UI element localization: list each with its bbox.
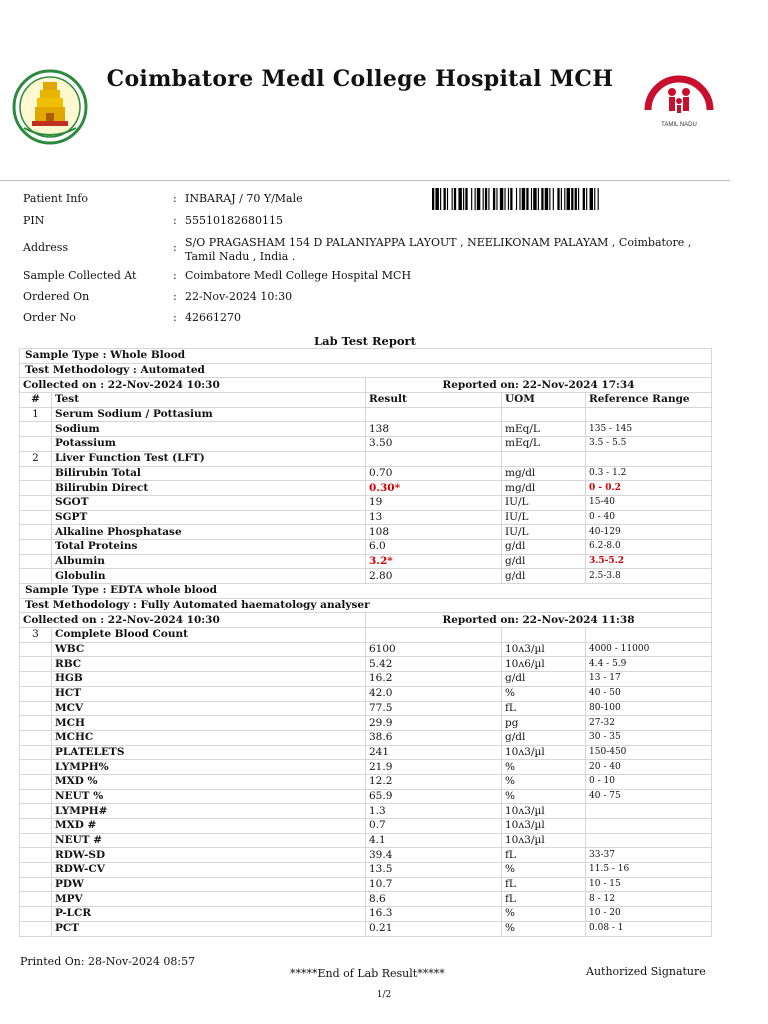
reported-on: Reported on: 22-Nov-2024 17:34	[366, 378, 712, 393]
test-name: Bilirubin Total	[52, 466, 366, 481]
row-number	[20, 686, 52, 701]
test-uom: IU/L	[502, 495, 586, 510]
test-uom: 10ʌ3/µl	[502, 642, 586, 657]
reference-range: 2.5-3.8	[586, 569, 712, 584]
test-result	[366, 407, 502, 422]
header-divider	[0, 180, 730, 181]
test-uom: %	[502, 789, 586, 804]
test-row	[20, 510, 712, 525]
test-uom: IU/L	[502, 525, 586, 540]
reference-range: 40-129	[586, 525, 712, 540]
reference-range: 40 - 75	[586, 789, 712, 804]
test-row	[20, 554, 712, 569]
reference-range: 135 - 145	[586, 422, 712, 437]
test-name: P-LCR	[52, 907, 366, 922]
test-uom: g/dl	[502, 730, 586, 745]
row-number	[20, 804, 52, 819]
test-row	[20, 422, 712, 437]
test-result: 38.6	[366, 730, 502, 745]
test-row	[20, 701, 712, 716]
row-number	[20, 745, 52, 760]
row-number	[20, 672, 52, 687]
test-uom: 10ʌ3/µl	[502, 745, 586, 760]
test-group-row	[20, 628, 712, 643]
test-result: 6100	[366, 642, 502, 657]
national-health-mission-logo	[640, 70, 718, 136]
row-number	[20, 716, 52, 731]
test-uom: fL	[502, 848, 586, 863]
authorized-signature: Authorized Signature	[586, 965, 706, 978]
test-name: MCHC	[52, 730, 366, 745]
svg-text:TAMIL NADU: TAMIL NADU	[661, 122, 697, 128]
test-uom: %	[502, 907, 586, 922]
row-number: 2	[20, 451, 52, 466]
test-result: 21.9	[366, 760, 502, 775]
row-number	[20, 554, 52, 569]
row-number	[20, 510, 52, 525]
reference-range: 15-40	[586, 495, 712, 510]
test-uom: mg/dl	[502, 481, 586, 496]
row-number	[20, 539, 52, 554]
row-number: 3	[20, 628, 52, 643]
test-uom	[502, 407, 586, 422]
reference-range: 150-450	[586, 745, 712, 760]
test-name: LYMPH#	[52, 804, 366, 819]
test-name: HGB	[52, 672, 366, 687]
test-row	[20, 642, 712, 657]
reference-range: 0 - 40	[586, 510, 712, 525]
row-number	[20, 569, 52, 584]
test-name: Potassium	[52, 437, 366, 452]
test-result: 6.0	[366, 539, 502, 554]
collected-reported-row	[20, 613, 712, 628]
row-number-header: #	[20, 393, 52, 408]
test-group-row	[20, 407, 712, 422]
test-uom: %	[502, 686, 586, 701]
test-name: Alkaline Phosphatase	[52, 525, 366, 540]
test-name: SGOT	[52, 495, 366, 510]
row-number: 1	[20, 407, 52, 422]
test-row	[20, 730, 712, 745]
collected-reported-row	[20, 378, 712, 393]
test-name: Complete Blood Count	[52, 628, 366, 643]
sample-type: Sample Type : Whole Blood	[20, 349, 712, 364]
test-uom: pg	[502, 716, 586, 731]
lab-results-table	[19, 348, 712, 937]
methodology-row	[20, 598, 712, 613]
reference-range	[586, 407, 712, 422]
methodology-row	[20, 363, 712, 378]
test-result: 10.7	[366, 877, 502, 892]
reference-range: 0 - 10	[586, 774, 712, 789]
row-number	[20, 907, 52, 922]
row-number	[20, 819, 52, 834]
test-row	[20, 833, 712, 848]
reference-range	[586, 804, 712, 819]
test-uom: g/dl	[502, 539, 586, 554]
test-header: Test	[52, 393, 366, 408]
test-name: RDW-CV	[52, 863, 366, 878]
test-name: MPV	[52, 892, 366, 907]
sample-type: Sample Type : EDTA whole blood	[20, 584, 712, 599]
row-number	[20, 774, 52, 789]
test-result: 0.30*	[366, 481, 502, 496]
test-uom: %	[502, 760, 586, 775]
printed-on: Printed On: 28-Nov-2024 08:57	[20, 955, 196, 968]
test-uom: mEq/L	[502, 437, 586, 452]
row-number	[20, 848, 52, 863]
test-row	[20, 569, 712, 584]
test-name: SGPT	[52, 510, 366, 525]
sample-type-row	[20, 349, 712, 364]
result-header: Result	[366, 393, 502, 408]
test-name: WBC	[52, 642, 366, 657]
test-uom: g/dl	[502, 554, 586, 569]
end-of-result: *****End of Lab Result*****	[290, 967, 445, 980]
test-name: LYMPH%	[52, 760, 366, 775]
reference-range	[586, 833, 712, 848]
test-row	[20, 716, 712, 731]
reference-range: 33-37	[586, 848, 712, 863]
test-result: 42.0	[366, 686, 502, 701]
test-uom: 10ʌ6/µl	[502, 657, 586, 672]
test-result: 241	[366, 745, 502, 760]
test-result: 13.5	[366, 863, 502, 878]
reference-range: 13 - 17	[586, 672, 712, 687]
test-result: 13	[366, 510, 502, 525]
test-result: 138	[366, 422, 502, 437]
test-row	[20, 789, 712, 804]
reference-range: 30 - 35	[586, 730, 712, 745]
test-result: 77.5	[366, 701, 502, 716]
reference-range: 10 - 15	[586, 877, 712, 892]
test-name: Liver Function Test (LFT)	[52, 451, 366, 466]
test-uom: %	[502, 921, 586, 936]
reference-range: 3.5-5.2	[586, 554, 712, 569]
test-row	[20, 525, 712, 540]
test-row	[20, 481, 712, 496]
reference-range: 20 - 40	[586, 760, 712, 775]
test-row	[20, 819, 712, 834]
page-number: 1/2	[376, 990, 392, 1000]
test-row	[20, 892, 712, 907]
reference-range: 80-100	[586, 701, 712, 716]
reference-range: 11.5 - 16	[586, 863, 712, 878]
test-name: Globulin	[52, 569, 366, 584]
reference-range: 0.3 - 1.2	[586, 466, 712, 481]
report-title: Lab Test Report	[314, 334, 416, 348]
test-uom: 10ʌ3/µl	[502, 833, 586, 848]
test-row	[20, 804, 712, 819]
reference-range: 10 - 20	[586, 907, 712, 922]
test-row	[20, 863, 712, 878]
test-name: NEUT #	[52, 833, 366, 848]
row-number	[20, 701, 52, 716]
uom-header: UOM	[502, 393, 586, 408]
test-result: 0.21	[366, 921, 502, 936]
row-number	[20, 525, 52, 540]
row-number	[20, 892, 52, 907]
row-number	[20, 437, 52, 452]
row-number	[20, 863, 52, 878]
row-number	[20, 657, 52, 672]
test-uom: %	[502, 774, 586, 789]
reported-on: Reported on: 22-Nov-2024 11:38	[366, 613, 712, 628]
test-result: 39.4	[366, 848, 502, 863]
test-methodology: Test Methodology : Fully Automated haematology analyser	[20, 598, 712, 613]
test-result: 8.6	[366, 892, 502, 907]
test-methodology: Test Methodology : Automated	[20, 363, 712, 378]
test-uom	[502, 628, 586, 643]
test-result: 5.42	[366, 657, 502, 672]
test-name: RBC	[52, 657, 366, 672]
test-row	[20, 495, 712, 510]
test-name: MCV	[52, 701, 366, 716]
row-number	[20, 760, 52, 775]
test-row	[20, 907, 712, 922]
test-name: MXD #	[52, 819, 366, 834]
sample-type-row	[20, 584, 712, 599]
reference-range: 0 - 0.2	[586, 481, 712, 496]
test-row	[20, 774, 712, 789]
test-uom: g/dl	[502, 672, 586, 687]
test-uom: mEq/L	[502, 422, 586, 437]
test-row	[20, 921, 712, 936]
reference-range	[586, 451, 712, 466]
test-uom: g/dl	[502, 569, 586, 584]
test-row	[20, 539, 712, 554]
test-row	[20, 760, 712, 775]
test-result: 3.50	[366, 437, 502, 452]
row-number	[20, 495, 52, 510]
test-result: 65.9	[366, 789, 502, 804]
test-name: NEUT %	[52, 789, 366, 804]
test-result: 0.7	[366, 819, 502, 834]
test-uom: 10ʌ3/µl	[502, 819, 586, 834]
row-number	[20, 833, 52, 848]
test-uom: fL	[502, 701, 586, 716]
reference-range: 40 - 50	[586, 686, 712, 701]
test-row	[20, 877, 712, 892]
test-name: Sodium	[52, 422, 366, 437]
test-name: PCT	[52, 921, 366, 936]
test-name: Serum Sodium / Pottasium	[52, 407, 366, 422]
test-uom: IU/L	[502, 510, 586, 525]
reference-range: 3.5 - 5.5	[586, 437, 712, 452]
test-row	[20, 466, 712, 481]
row-number	[20, 730, 52, 745]
test-uom	[502, 451, 586, 466]
test-result: 2.80	[366, 569, 502, 584]
test-row	[20, 657, 712, 672]
test-row	[20, 745, 712, 760]
test-result: 12.2	[366, 774, 502, 789]
test-uom: fL	[502, 892, 586, 907]
row-number	[20, 921, 52, 936]
test-name: MXD %	[52, 774, 366, 789]
collected-on: Collected on : 22-Nov-2024 10:30	[20, 613, 366, 628]
test-uom: 10ʌ3/µl	[502, 804, 586, 819]
test-result: 16.3	[366, 907, 502, 922]
test-name: PLATELETS	[52, 745, 366, 760]
test-uom: mg/dl	[502, 466, 586, 481]
row-number	[20, 422, 52, 437]
reference-range: 4.4 - 5.9	[586, 657, 712, 672]
reference-range: 6.2-8.0	[586, 539, 712, 554]
test-result: 3.2*	[366, 554, 502, 569]
row-number	[20, 466, 52, 481]
test-uom: %	[502, 863, 586, 878]
hospital-title: Coimbatore Medl College Hospital MCH	[106, 66, 614, 92]
test-result: 0.70	[366, 466, 502, 481]
test-name: RDW-SD	[52, 848, 366, 863]
test-result: 1.3	[366, 804, 502, 819]
reference-range: 27-32	[586, 716, 712, 731]
test-result: 19	[366, 495, 502, 510]
row-number	[20, 877, 52, 892]
reference-range: 0.08 - 1	[586, 921, 712, 936]
test-result	[366, 451, 502, 466]
collected-on: Collected on : 22-Nov-2024 10:30	[20, 378, 366, 393]
test-result: 108	[366, 525, 502, 540]
test-row	[20, 437, 712, 452]
test-group-row	[20, 451, 712, 466]
reference-range	[586, 819, 712, 834]
test-result: 29.9	[366, 716, 502, 731]
test-result	[366, 628, 502, 643]
row-number	[20, 481, 52, 496]
reference-range	[586, 628, 712, 643]
test-row	[20, 672, 712, 687]
row-number	[20, 642, 52, 657]
test-row	[20, 848, 712, 863]
test-name: HCT	[52, 686, 366, 701]
reference-range: 8 - 12	[586, 892, 712, 907]
test-result: 16.2	[366, 672, 502, 687]
test-name: MCH	[52, 716, 366, 731]
row-number	[20, 789, 52, 804]
test-name: Albumin	[52, 554, 366, 569]
test-row	[20, 686, 712, 701]
column-header-row	[20, 393, 712, 408]
test-result: 4.1	[366, 833, 502, 848]
test-name: Bilirubin Direct	[52, 481, 366, 496]
test-uom: fL	[502, 877, 586, 892]
test-name: PDW	[52, 877, 366, 892]
reference-range: 4000 - 11000	[586, 642, 712, 657]
test-name: Total Proteins	[52, 539, 366, 554]
reference-range-header: Reference Range	[586, 393, 712, 408]
